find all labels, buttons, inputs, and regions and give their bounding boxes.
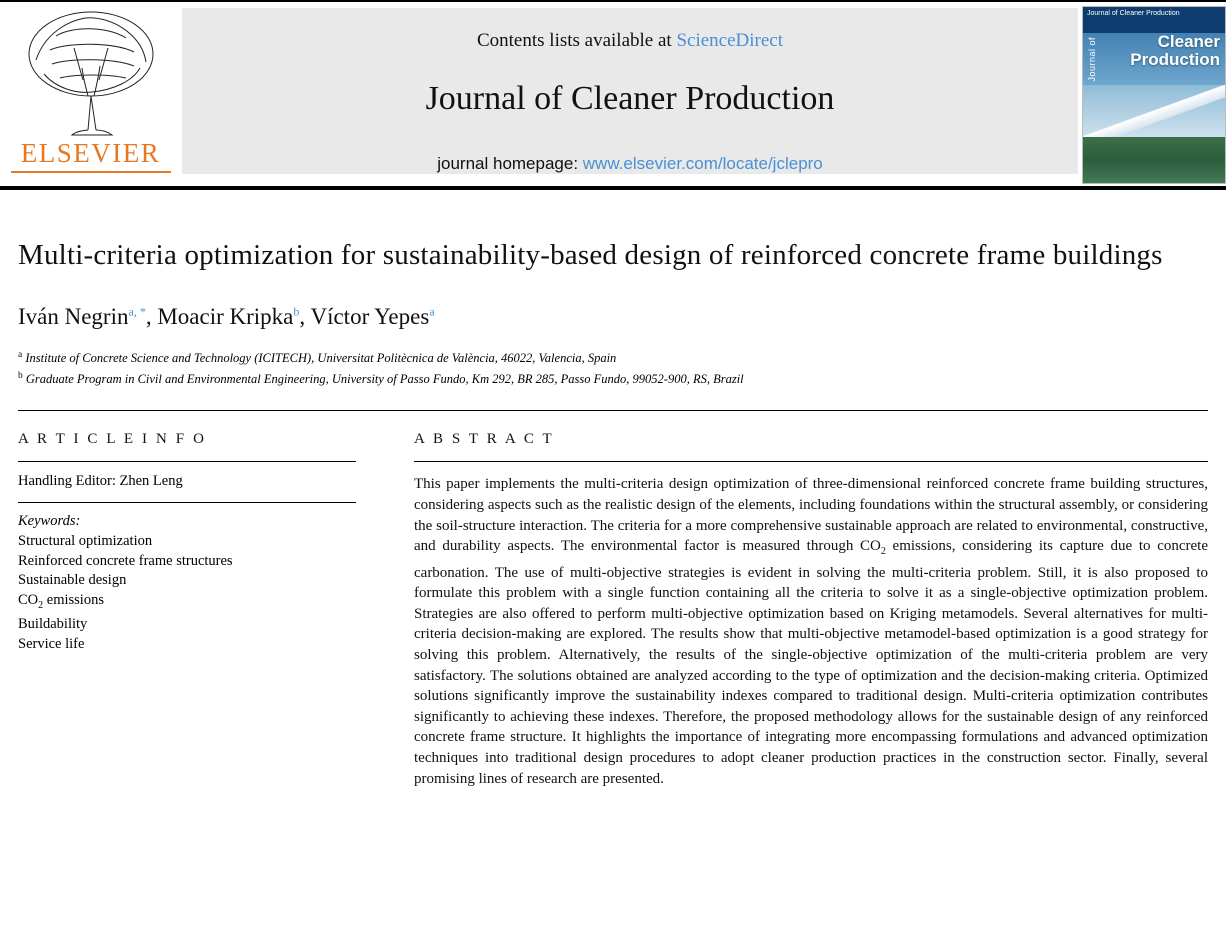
article-content	[0, 238, 1226, 789]
keyword-item: $CO_2$ emissions	[18, 591, 104, 611]
contents-line	[182, 8, 1078, 52]
author-name: Víctor Yepes	[310, 304, 430, 329]
cover-side-text: Journal of	[1087, 37, 1097, 82]
keywords-rule	[18, 502, 356, 503]
homepage-prefix: journal homepage:	[437, 154, 583, 173]
elsevier-rule	[11, 171, 171, 173]
abstract-text: This paper implements the multi-criteria design optimization of three-dimensional reinforced concrete frame building structures, considering aspects such as the realistic design of the elements, including foundations within the structural assembly, or considering the soil-structure interaction. The criteria for a more comprehensive sustainable approach are related to environmental, constructive, and durability aspects. The environmental factor is measured through $CO_2$ emissions, considering its capture due to concrete carbonation. The use of multi-objective strategies is evident in solving the multi-criteria problem. Still, it is also proposed to formulate this problem with a single function containing all the criteria to solve it as a single-objective optimization problem. Strategies are also offered to perform multi-objective optimization based on Kriging metamodels. Several alternatives for multi-criteria decision-making are explored. The results show that multi-objective metamodel-based optimization is a good strategy for solving this problem. Alternatively, the results of the single-objective optimization of the multi-criteria problem are very satisfactory. The solutions obtained are analyzed according to the type of optimization and the decision-making criteria. Optimized solutions significantly improve the sustainability indexes compared to traditional design. Multi-criteria optimization contributes significantly to achieving these indexes. Therefore, the proposed methodology allows for the sustainable design of any reinforced concrete frame structure. It highlights the importance of integrating more encompassing formulations and advanced optimization techniques into traditional design procedures to adopt cleaner production practices in the construction sector. Finally, several promising lines of research are presented.	[414, 461, 1208, 789]
author-affil-marker: a	[429, 304, 435, 319]
keyword-item: Structural optimization	[18, 533, 153, 550]
elsevier-tree-icon	[16, 8, 166, 136]
affiliation-item	[18, 367, 1208, 388]
journal-cover-image	[1082, 6, 1226, 184]
journal-band	[182, 8, 1078, 174]
abstract-column	[414, 431, 1208, 789]
keyword-item: Buildability	[18, 616, 88, 633]
keyword-item: Reinforced concrete frame structures	[18, 552, 233, 569]
homepage-line	[182, 154, 1078, 174]
elsevier-wordmark: ELSEVIER	[20, 138, 161, 168]
keywords-label: Keywords:	[18, 513, 81, 530]
sciencedirect-link[interactable]: ScienceDirect	[676, 30, 784, 51]
author-name: Moacir Kripka	[157, 304, 294, 329]
page-title: Multi-criteria optimization for sustainability-based design of reinforced concrete frame buildings	[18, 239, 1163, 271]
masthead-bottom-rule	[0, 186, 1226, 190]
journal-title: Journal of Cleaner Production	[425, 80, 835, 117]
article-info-rule	[18, 461, 356, 462]
article-info-column	[18, 431, 356, 789]
journal-homepage-link[interactable]: www.elsevier.com/locate/jclepro	[582, 154, 823, 173]
affiliation-text: Institute of Concrete Science and Technology (ICITECH), Universitat Politècnica de València, 46022, Valencia, Spain	[25, 351, 617, 366]
affiliation-text: Graduate Program in Civil and Environmental Engineering, University of Passo Fundo, Km 292, BR 285, Passo Fundo, 99052-900, RS, Brazil	[25, 372, 744, 387]
affiliation-item	[18, 346, 1208, 367]
cover-water-art	[1083, 137, 1225, 183]
affiliation-marker: b	[18, 371, 23, 382]
affiliation-marker: a	[18, 350, 23, 360]
keyword-item: Sustainable design	[18, 572, 127, 589]
keywords-list	[18, 532, 356, 654]
author-name: Iván Negrin	[18, 304, 129, 329]
affiliations	[18, 346, 1208, 388]
two-column-body	[18, 431, 1208, 789]
author-list: Iván Negrin$^{a, *}$, Moacir Kripka$^b$, Víctor Yepes$^a$	[18, 304, 435, 329]
cover-topbar: Journal of Cleaner Production	[1083, 7, 1225, 33]
abstract-heading: A B S T R A C T	[414, 431, 555, 448]
cover-title-line2: Production	[1130, 50, 1220, 69]
author-affil-marker: b	[293, 304, 300, 319]
cover-title-line1: Cleaner	[1157, 32, 1220, 51]
elsevier-logo	[8, 8, 173, 180]
journal-masthead	[0, 0, 1226, 182]
cover-mountain-art	[1083, 85, 1225, 139]
title-block-divider	[18, 410, 1208, 411]
keyword-item: Service life	[18, 635, 85, 652]
author-affil-marker: a, *	[128, 304, 146, 319]
article-info-heading: A R T I C L E I N F O	[18, 431, 207, 448]
cover-title	[1130, 33, 1220, 69]
contents-prefix: Contents lists available at	[476, 30, 677, 51]
handling-editor: Handling Editor: Zhen Leng	[18, 473, 183, 490]
